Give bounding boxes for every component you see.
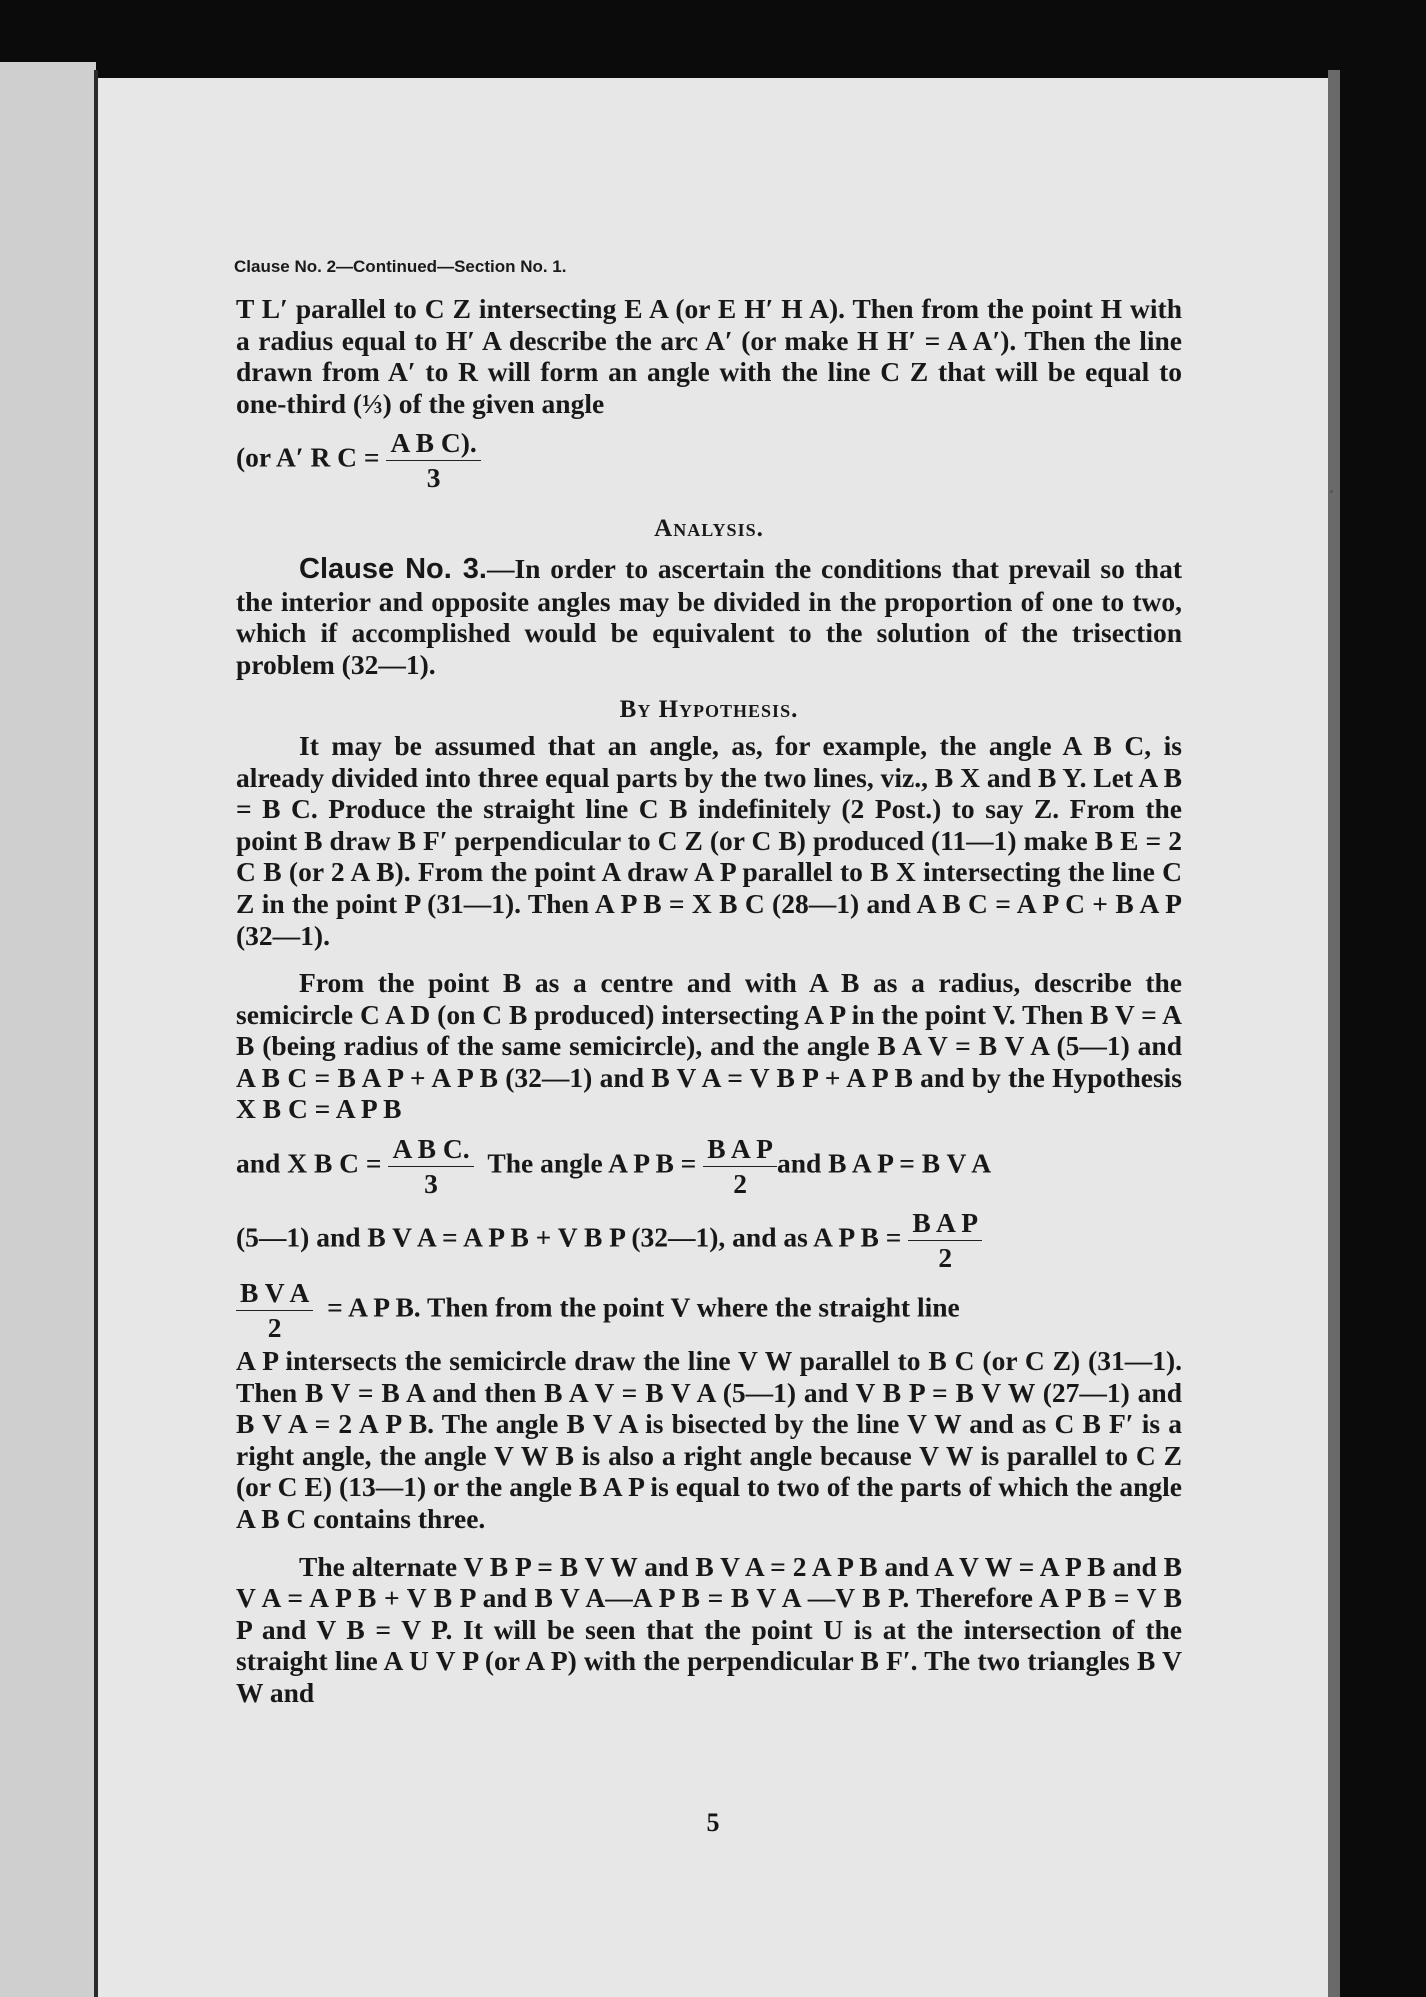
body-text-block-1 xyxy=(236,293,1182,1709)
running-header: Clause No. 2—Continued—Section No. 1. xyxy=(234,257,567,276)
alternate-angles-paragraph: The alternate V B P = B V W and B V A = 2 A P B and A V W = A P B and B V A = A P B + V B P and B V A—A P B = B V A —V B P. Therefore A P B = V B P and V B = V P. It will be seen that the point U is at the intersection of the straight line A U V P (or A P) with the perpendicular B F′. The two triangles B V W and xyxy=(236,1550,1182,1708)
clause-label: Clause No. 3. xyxy=(299,552,487,585)
fraction-line-b: (5—1) and B V A = A P B + V B P (32—1), and as A P B = $\frac{\text{B A P}}{2}$ xyxy=(236,1209,1182,1271)
semicircle-paragraph-rest: A P intersects the semicircle draw the line V W parallel to B C (or C Z) (31—1). Then B V = B A and then B A V = B V A (5—1) and V B P = B V W (27—1) and B V A = 2 A P B. The angle B V A is bisected by the line V W and as C B F′ is a right angle, the angle V W B is also a right angle because V W is parallel to C Z (or C E) (13—1) or the angle B A P is equal to two of the parts of which the angle A B C contains three. xyxy=(236,1345,1182,1535)
page-edge-shadow xyxy=(1328,70,1340,1997)
scan-speck xyxy=(1330,490,1333,493)
fraction-bva-over-2: $\frac{\text{B V A}}{2}$ xyxy=(236,1279,313,1341)
fraction-abc-over-3-b: $\frac{\text{A B C.}}{3}$ xyxy=(388,1135,473,1197)
page-number: 5 xyxy=(706,1808,720,1837)
fraction-line-a: and X B C = $\frac{\text{A B C.}}{3}$ The angle A P B = $\frac{\text{B A P}}{2}$ and B A P = B V A xyxy=(236,1133,992,1199)
equation-line: (or A′ R C = $\frac{\text{A B C).}}{3}$ xyxy=(236,429,1182,491)
scan-background xyxy=(1340,70,1426,1997)
fraction-bap-over-2-b: $\frac{\text{B A P}}{2}$ xyxy=(908,1209,982,1271)
left-page-edge xyxy=(0,62,96,1997)
hypothesis-paragraph: It may be assumed that an angle, as, for example, the angle A B C, is already divided into three equal parts by the two lines, viz., B X and B Y. Let A B = B C. Produce the straight line C B indefinitely (2 Post.) to say Z. From the point B draw B F′ perpendicular to C Z (or C B) produced (11—1) make B E = 2 C B (or 2 A B). From the point A draw A P parallel to B X intersecting the line C Z in the point P (31—1). Then A P B = X B C (28—1) and A B C = A P C + B A P (32—1). xyxy=(236,729,1182,951)
fraction-abc-over-3: $\frac{\text{A B C).}}{3}$ xyxy=(386,429,480,491)
paragraph-continued: T L′ parallel to C Z intersecting E A (or E H′ H A). Then from the point H with a radius equal to H′ A describe the arc A′ (or make H H′ = A A′). Then the line drawn from A′ to R will form an angle with the line C Z that will be equal to one-third (⅓) of the given angle xyxy=(236,293,1182,419)
clause-3-paragraph: Clause No. 3.—In order to ascertain the conditions that prevail so that the interior and opposite angles may be divided in the proportion of one to two, which if accomplished would be equivalent to the solution of the trisection problem (32—1). xyxy=(236,552,1182,680)
fraction-line-c: $\frac{\text{B V A}}{2}$ = A P B. Then from the point V where the straight line xyxy=(236,1279,1182,1341)
hypothesis-heading: By Hypothesis. xyxy=(619,696,799,724)
fraction-bap-over-2: $\frac{\text{B A P}}{2}$ xyxy=(703,1135,777,1197)
analysis-heading: Analysis. xyxy=(654,515,764,543)
semicircle-paragraph: From the point B as a centre and with A B as a radius, describe the semicircle C A D (on C B produced) intersecting A P in the point V. Then B V = A B (being radius of the same semicircle), and the angle B A V = B V A (5—1) and A B C = B A P + A P B (32—1) and B V A = V B P + A P B and by the Hypothesis X B C = A P B xyxy=(236,967,1182,1125)
